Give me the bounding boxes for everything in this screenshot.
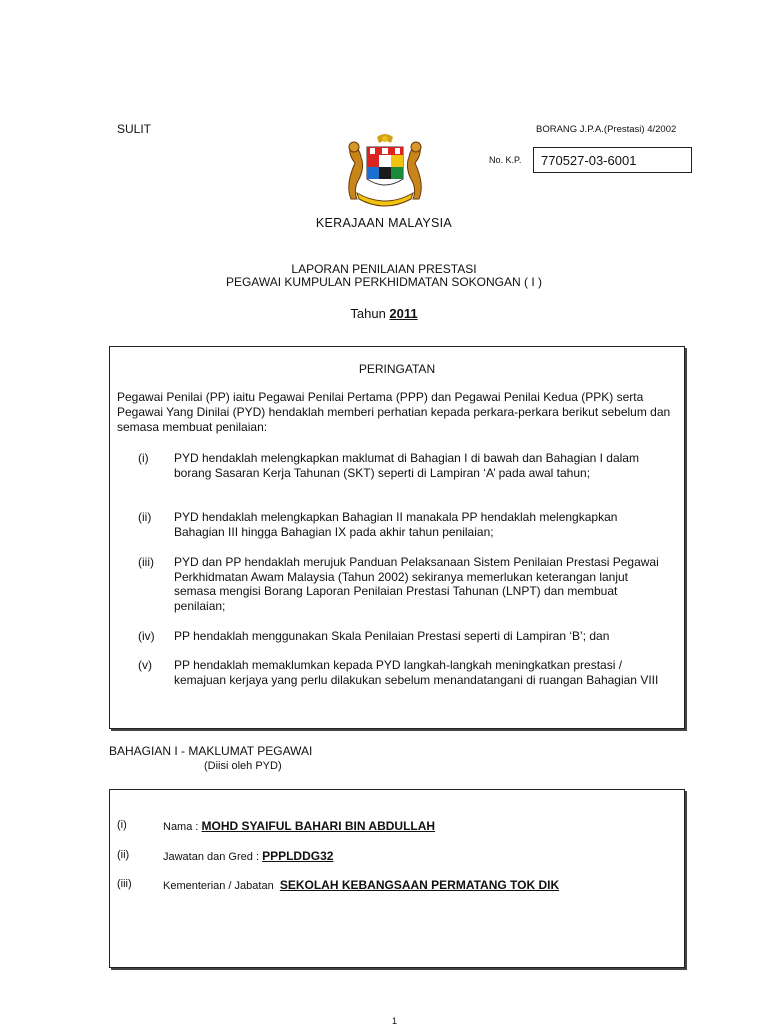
- classification-label: SULIT: [117, 122, 152, 136]
- item-text: PYD dan PP hendaklah merujuk Panduan Pelaksanaan Sistem Penilaian Prestasi Pegawai Perkhidmatan Awam Malaysia (Tahun 2002) sekiranya memerlukan keterangan lanjut semasa mengisi Borang Laporan Penilaian Prestasi Tahunan (LNPT) dan membuat penilaian;: [174, 555, 659, 613]
- page-number: 1: [392, 1016, 398, 1026]
- item-number: (ii): [138, 510, 152, 524]
- item-number: (i): [138, 451, 149, 465]
- item-text: PP hendaklah menggunakan Skala Penilaian Prestasi seperti di Lampiran ‘B’; dan: [174, 629, 610, 643]
- section-subheading: (Diisi oleh PYD): [204, 760, 282, 772]
- year-label: Tahun: [350, 306, 386, 321]
- coat-of-arms-icon: [337, 133, 433, 207]
- item-text: PYD hendaklah melengkapkan Bahagian II manakala PP hendaklah melengkapkan Bahagian III hingga Bahagian IX pada akhir tahun penilaian;: [174, 510, 618, 539]
- field-label: Nama : MOHD SYAIFUL BAHARI BIN ABDULLAH: [163, 819, 436, 833]
- section-heading: BAHAGIAN I - MAKLUMAT PEGAWAI: [109, 744, 313, 758]
- year-value: 2011: [389, 306, 418, 321]
- government-title: KERAJAAN MALAYSIA: [315, 216, 453, 230]
- warning-intro: Pegawai Penilai (PP) iaitu Pegawai Penilai Pertama (PPP) dan Pegawai Penilai Kedua (PPK) serta Pegawai Yang Dinilai (PYD) hendaklah memberi perhatian kepada perkara-perkara berikut sebelum dan semasa membuat penilaian:: [117, 390, 671, 434]
- report-title-line2: PEGAWAI KUMPULAN PERKHIDMATAN SOKONGAN ( I ): [225, 275, 543, 289]
- item-text: PP hendaklah memaklumkan kepada PYD langkah-langkah meningkatkan prestasi / kemajuan kerjaya yang perlu dilakukan sebelum menandatangani di ruangan Bahagian VIII: [174, 658, 659, 687]
- ministry-value[interactable]: SEKOLAH KEBANGSAAN PERMATANG TOK DIK: [279, 878, 560, 892]
- position-value[interactable]: PPPLDDG32: [262, 849, 334, 863]
- kp-label: No. K.P.: [489, 155, 522, 165]
- form-number: BORANG J.P.A.(Prestasi) 4/2002: [536, 124, 677, 135]
- kp-field[interactable]: 770527-03-6001: [533, 147, 692, 173]
- field-number: (i): [117, 819, 127, 831]
- warning-heading: PERINGATAN: [358, 362, 436, 376]
- year-line: [0, 306, 768, 321]
- report-title-line1: LAPORAN PENILAIAN PRESTASI: [291, 262, 477, 276]
- field-number: (iii): [117, 878, 132, 890]
- item-text: PYD hendaklah melengkapkan maklumat di Bahagian I di bawah dan Bahagian I dalam borang Sasaran Kerja Tahunan (SKT) seperti di Lampiran ‘A’ pada awal tahun;: [174, 451, 639, 480]
- item-number: (iii): [138, 555, 154, 569]
- field-label: Jawatan dan Gred : PPPLDDG32: [163, 849, 334, 863]
- item-number: (iv): [138, 629, 155, 643]
- name-value[interactable]: MOHD SYAIFUL BAHARI BIN ABDULLAH: [201, 819, 436, 833]
- field-label: Kementerian / Jabatan SEKOLAH KEBANGSAAN PERMATANG TOK DIK: [163, 878, 560, 892]
- field-number: (ii): [117, 849, 130, 861]
- item-number: (v): [138, 658, 152, 672]
